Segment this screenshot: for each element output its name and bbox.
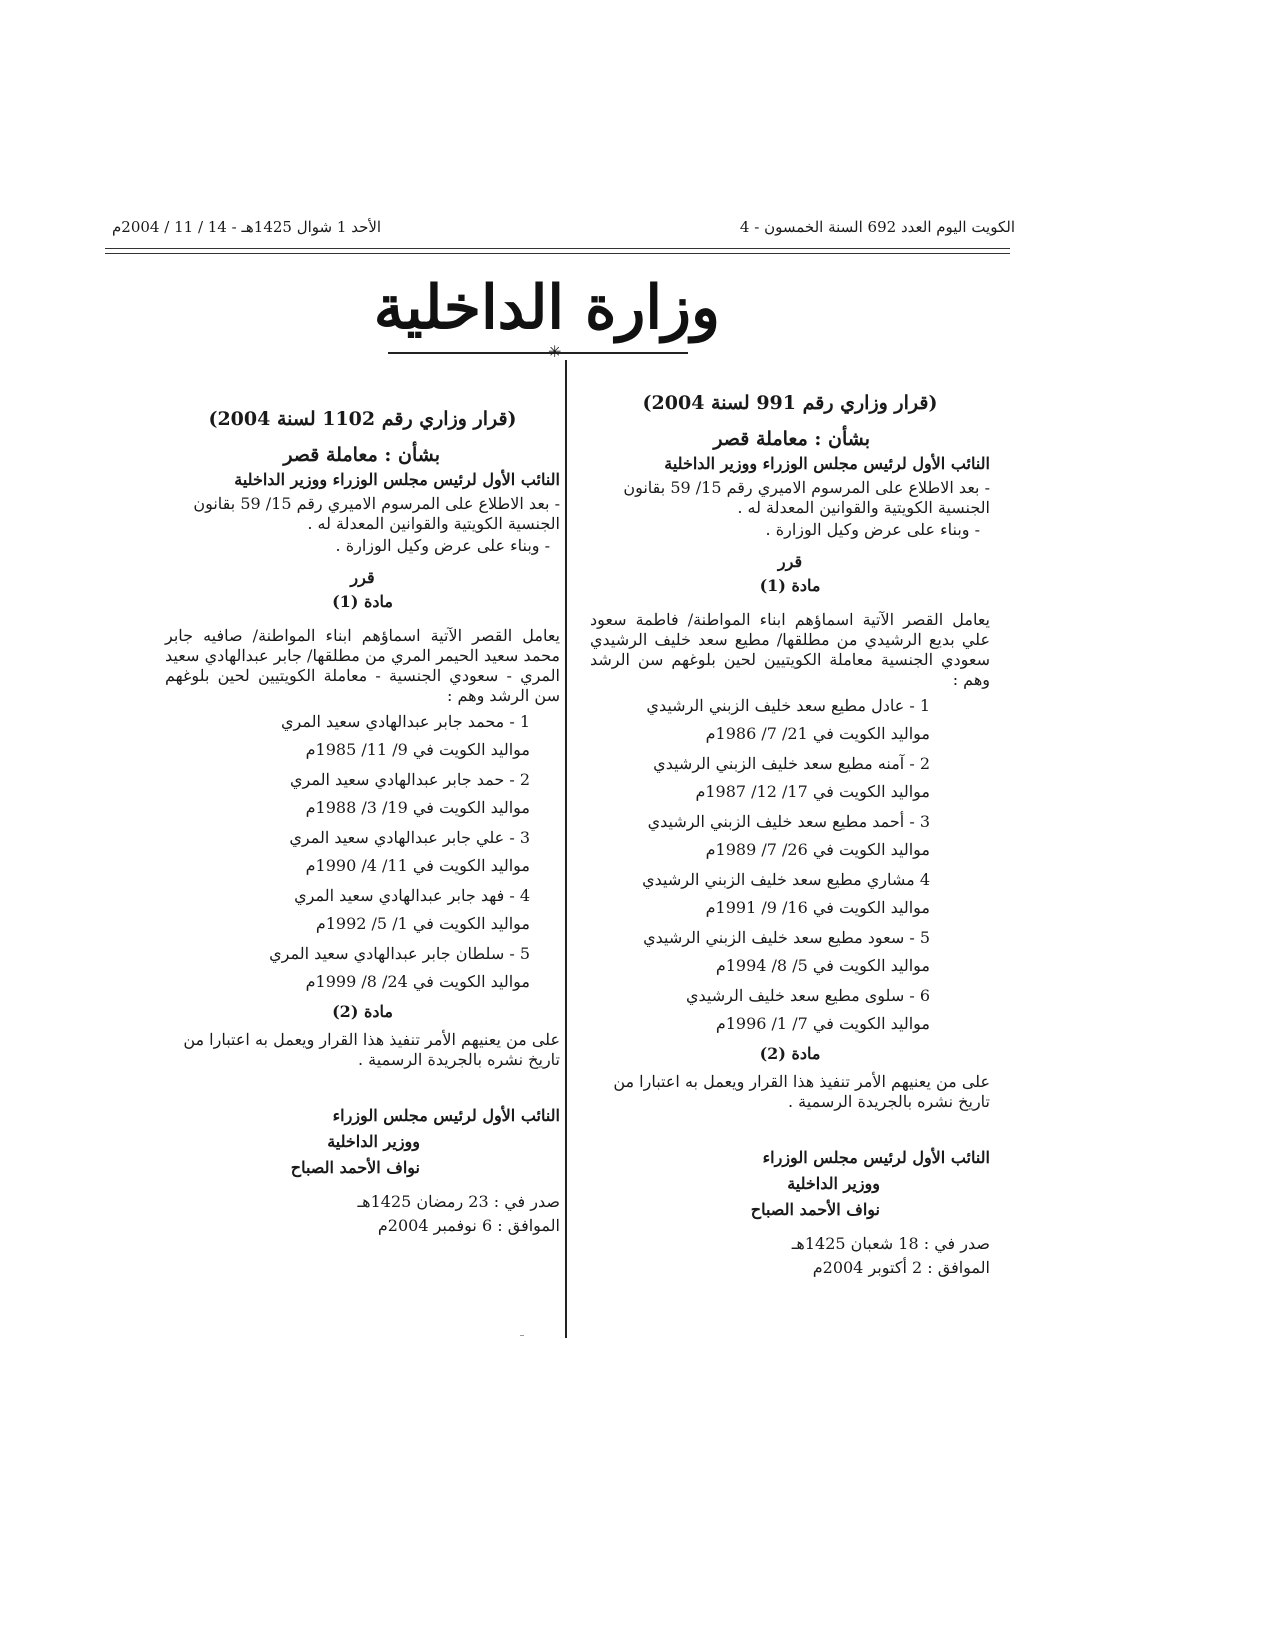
decree-preamble-1: - بعد الاطلاع على المرسوم الاميري رقم 15/ 59 بقانون الجنسية الكويتية والقوانين المعدلة له . (193, 493, 560, 533)
minor-birth: مواليد الكويت في 1/ 5/ 1992م (315, 913, 530, 933)
ministry-title: وزارة الداخلية (373, 273, 720, 343)
decree-preamble-2: - وبناء على عرض وكيل الوزارة . (335, 535, 550, 555)
minor-name: 3 - علي جابر عبدالهادي سعيد المري (289, 827, 530, 847)
decree-preamble-1: - بعد الاطلاع على المرسوم الاميري رقم 15/ 59 بقانون الجنسية الكويتية والقوانين المعدلة له . (623, 477, 990, 517)
minors-list (165, 712, 560, 992)
article-2-body: على من يعنيهم الأمر تنفيذ هذا القرار ويعمل به اعتبارا من تاريخ نشره بالجريدة الرسمية . (183, 1029, 560, 1069)
list-item (590, 928, 990, 976)
minor-name: 5 - سلطان جابر عبدالهادي سعيد المري (269, 943, 530, 963)
gazette-date-header: الأحد 1 شوال 1425هـ - 14 / 11 / 2004م (112, 218, 382, 236)
signature-title: النائب الأول لرئيس مجلس الوزراء (332, 1105, 560, 1125)
list-item (590, 812, 990, 860)
minor-name: 1 - عادل مطيع سعد خليف الزبني الرشيدي (646, 695, 930, 715)
minor-birth: مواليد الكويت في 7/ 1/ 1996م (715, 1013, 930, 1033)
minor-name: 2 - حمد جابر عبدالهادي سعيد المري (290, 769, 530, 789)
minor-birth: مواليد الكويت في 11/ 4/ 1990م (305, 855, 530, 875)
decree-1102 (165, 408, 560, 1236)
minor-birth: مواليد الكويت في 24/ 8/ 1999م (305, 971, 530, 991)
list-item (590, 870, 990, 918)
article-2-body: على من يعنيهم الأمر تنفيذ هذا القرار ويعمل به اعتبارا من تاريخ نشره بالجريدة الرسمية . (613, 1071, 990, 1111)
equivalent-date: الموافق : 6 نوفمبر 2004م (377, 1215, 560, 1235)
minor-birth: مواليد الكويت في 5/ 8/ 1994م (715, 955, 930, 975)
minor-birth: مواليد الكويت في 9/ 11/ 1985م (305, 739, 530, 759)
list-item (590, 986, 990, 1034)
article-1-heading: مادة (1) (332, 591, 393, 611)
decree-decided: قرر (777, 551, 803, 571)
minor-birth: مواليد الكويت في 17/ 12/ 1987م (695, 781, 930, 801)
scan-speck (520, 1335, 524, 1336)
minor-name: 6 - سلوى مطيع سعد خليف الرشيدي (685, 985, 930, 1005)
minor-name: 4 مشاري مطيع سعد خليف الزبني الرشيدي (642, 869, 930, 889)
signature-name: نواف الأحمد الصباح (290, 1157, 420, 1177)
decree-preamble-2: - وبناء على عرض وكيل الوزارة . (765, 519, 980, 539)
equivalent-date: الموافق : 2 أكتوبر 2004م (812, 1257, 990, 1277)
list-item (165, 770, 560, 818)
article-1-heading: مادة (1) (759, 575, 821, 595)
signature-role: ووزير الداخلية (327, 1131, 420, 1151)
article-1-body: يعامل القصر الآتية اسماؤهم ابناء المواطنة/ صافيه جابر محمد سعيد الحيمر المري من مطلقها/ جابر عبدالهادي سعيد المري - سعودي الجنسية - معاملة الكويتيين لحين بلوغهم سن الرشد وهم : (165, 625, 560, 705)
minor-name: 5 - سعود مطيع سعد خليف الزبني الرشيدي (643, 927, 930, 947)
list-item (165, 886, 560, 934)
decree-decided: قرر (350, 567, 375, 587)
decree-991 (590, 392, 990, 1278)
title-underline (388, 352, 688, 354)
issued-date: صدر في : 23 رمضان 1425هـ (357, 1191, 560, 1211)
decree-issuer: النائب الأول لرئيس مجلس الوزراء ووزير الداخلية (664, 453, 990, 473)
list-item (165, 712, 560, 760)
article-2-heading: مادة (2) (332, 1001, 393, 1021)
minor-name: 3 - أحمد مطيع سعد خليف الزبني الرشيدي (647, 811, 930, 831)
decree-title: (قرار وزاري رقم 1102 لسنة 2004) (208, 408, 517, 430)
decree-subject: بشأن : معاملة قصر (283, 443, 440, 466)
list-item (165, 944, 560, 992)
minor-birth: مواليد الكويت في 19/ 3/ 1988م (305, 797, 530, 817)
list-item (590, 696, 990, 744)
decree-title: (قرار وزاري رقم 991 لسنة 2004) (642, 392, 938, 414)
decree-issuer: النائب الأول لرئيس مجلس الوزراء ووزير الداخلية (234, 469, 560, 489)
minor-birth: مواليد الكويت في 21/ 7/ 1986م (705, 723, 930, 743)
list-item (590, 754, 990, 802)
signature-title: النائب الأول لرئيس مجلس الوزراء (762, 1147, 990, 1167)
minor-birth: مواليد الكويت في 16/ 9/ 1991م (705, 897, 930, 917)
minor-birth: مواليد الكويت في 26/ 7/ 1989م (705, 839, 930, 859)
header-rule-bottom (105, 253, 1010, 254)
minors-list (590, 696, 990, 1034)
issued-date: صدر في : 18 شعبان 1425هـ (791, 1233, 990, 1253)
list-item (165, 828, 560, 876)
column-divider (565, 360, 567, 1338)
minor-name: 1 - محمد جابر عبدالهادي سعيد المري (281, 711, 530, 731)
minor-name: 4 - فهد جابر عبدالهادي سعيد المري (294, 885, 530, 905)
minor-name: 2 - آمنه مطيع سعد خليف الزبني الرشيدي (653, 753, 930, 773)
gazette-issue-header: الكويت اليوم العدد 692 السنة الخمسون - 4 (739, 218, 1015, 236)
header-rule-top (105, 248, 1010, 249)
decree-subject: بشأن : معاملة قصر (713, 427, 870, 450)
article-1-body: يعامل القصر الآتية اسماؤهم ابناء المواطنة/ فاطمة سعود علي بديع الرشيدي من مطلقها/ مطيع سعد خليف الرشيدي سعودي الجنسية معاملة الكويتيين لحين بلوغهم سن الرشد وهم : (590, 609, 990, 689)
ornament-icon: ✳ (548, 342, 562, 361)
article-2-heading: مادة (2) (759, 1043, 821, 1063)
signature-name: نواف الأحمد الصباح (750, 1199, 880, 1219)
signature-role: ووزير الداخلية (787, 1173, 880, 1193)
